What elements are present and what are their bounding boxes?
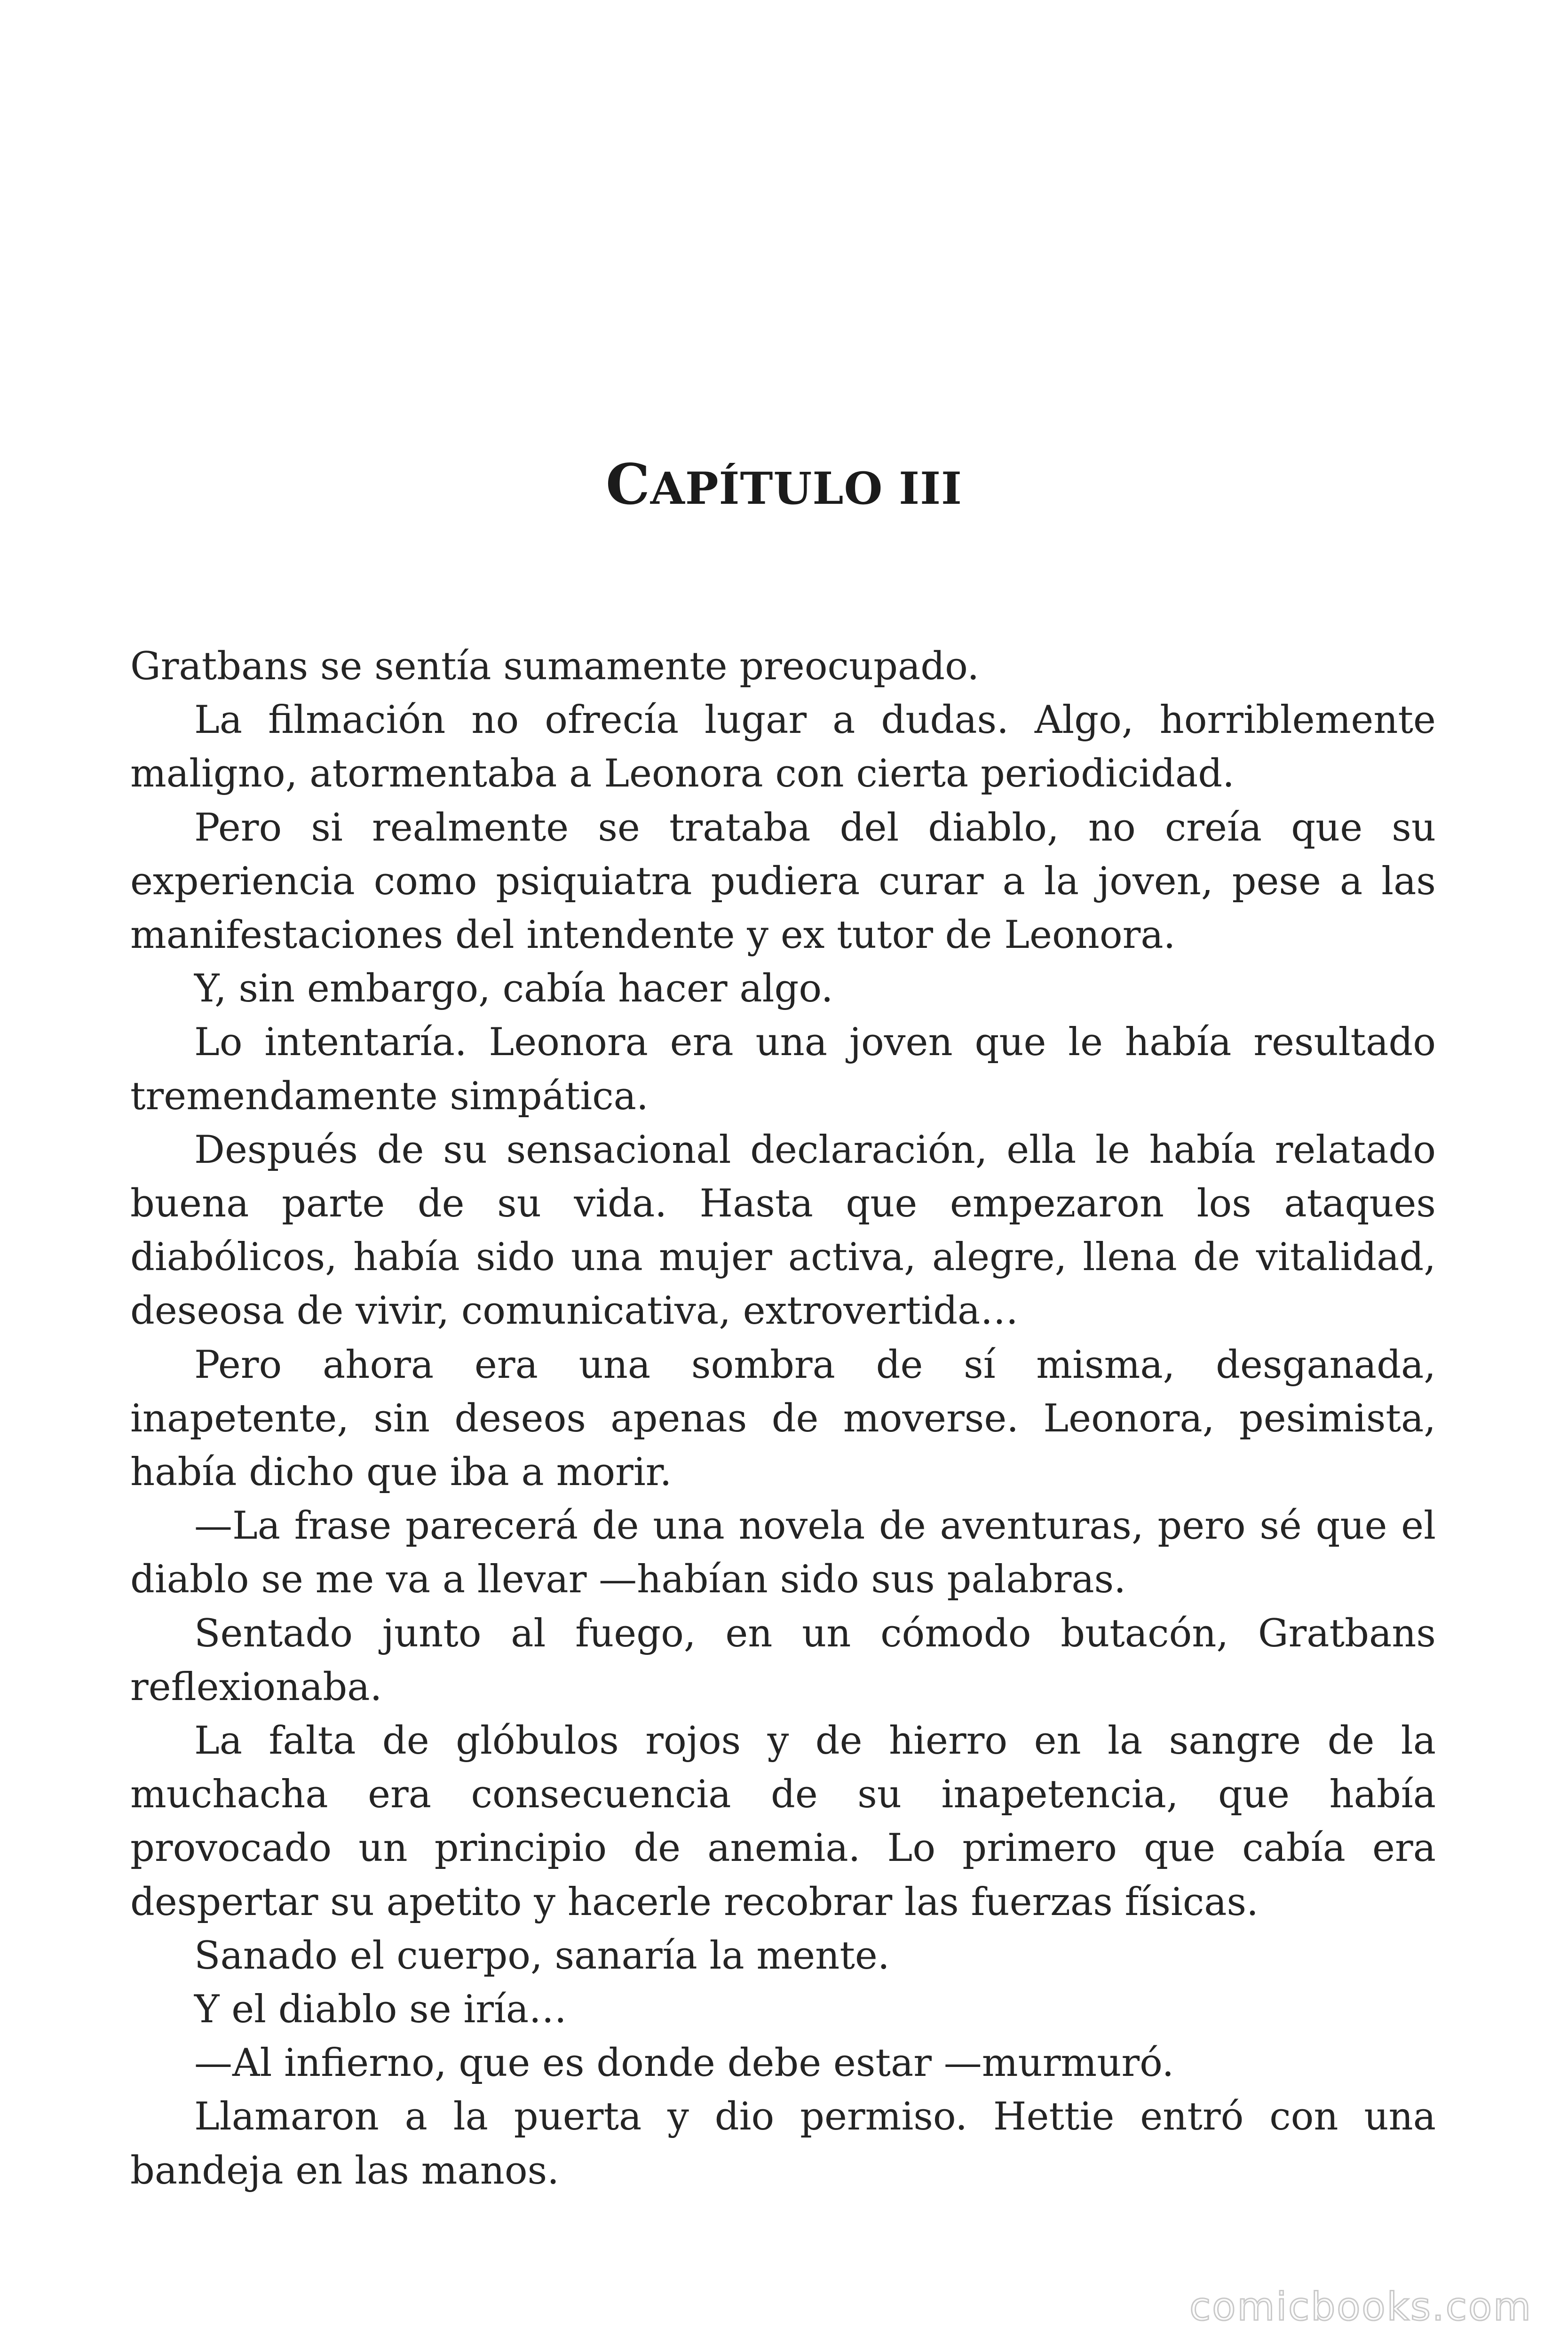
paragraph-10: La falta de glóbulos rojos y de hierro en la sangre de la muchacha era consecuencia de su inapetencia, que había provocado un principio de anemia. Lo primero que cabía era despertar su apetito y hacerle recobrar las fuerzas físicas. (130, 1719, 1436, 1924)
paragraph-1: Gratbans se sentía sumamente preocupado. (130, 644, 980, 689)
paragraph-12: Y el diablo se iría… (194, 1987, 567, 2032)
chapter-body (130, 640, 1436, 2198)
paragraph-11: Sanado el cuerpo, sanaría la mente. (194, 1933, 890, 1978)
chapter-title-rest: APÍTULO III (650, 463, 963, 515)
paragraph-6: Después de su sensacional declaración, ella le había relatado buena parte de su vida. Hasta que empezaron los ataques diabólicos, había sido una mujer activa, alegre, llena de vitalidad, deseosa de vivir, comunicativa, extrovertida… (130, 1128, 1436, 1334)
paragraph-8: —La frase parecerá de una novela de aventuras, pero sé que el diablo se me va a llevar —habían sido sus palabras. (130, 1504, 1436, 1602)
watermark: comicbooks.com (1189, 2285, 1532, 2329)
paragraph-9: Sentado junto al fuego, en un cómodo butacón, Gratbans reflexionaba. (130, 1611, 1436, 1709)
paragraph-2: La filmación no ofrecía lugar a dudas. Algo, horriblemente maligno, atormentaba a Leonora con cierta periodicidad. (130, 698, 1436, 796)
paragraph-3: Pero si realmente se trataba del diablo, no creía que su experiencia como psiquiatra pudiera curar a la joven, pese a las manifestaciones del intendente y ex tutor de Leonora. (130, 805, 1436, 958)
paragraph-7: Pero ahora era una sombra de sí misma, desganada, inapetente, sin deseos apenas de moverse. Leonora, pesimista, había dicho que iba a morir. (130, 1343, 1436, 1495)
paragraph-14: Llamaron a la puerta y dio permiso. Hettie entró con una bandeja en las manos. (130, 2095, 1436, 2193)
paragraph-13: —Al infierno, que es donde debe estar —murmuró. (194, 2041, 1174, 2086)
paragraph-5: Lo intentaría. Leonora era una joven que le había resultado tremendamente simpática. (130, 1020, 1436, 1119)
chapter-title (0, 452, 1568, 522)
chapter-title-initial: C (605, 452, 650, 517)
paragraph-4: Y, sin embargo, cabía hacer algo. (194, 967, 833, 1011)
